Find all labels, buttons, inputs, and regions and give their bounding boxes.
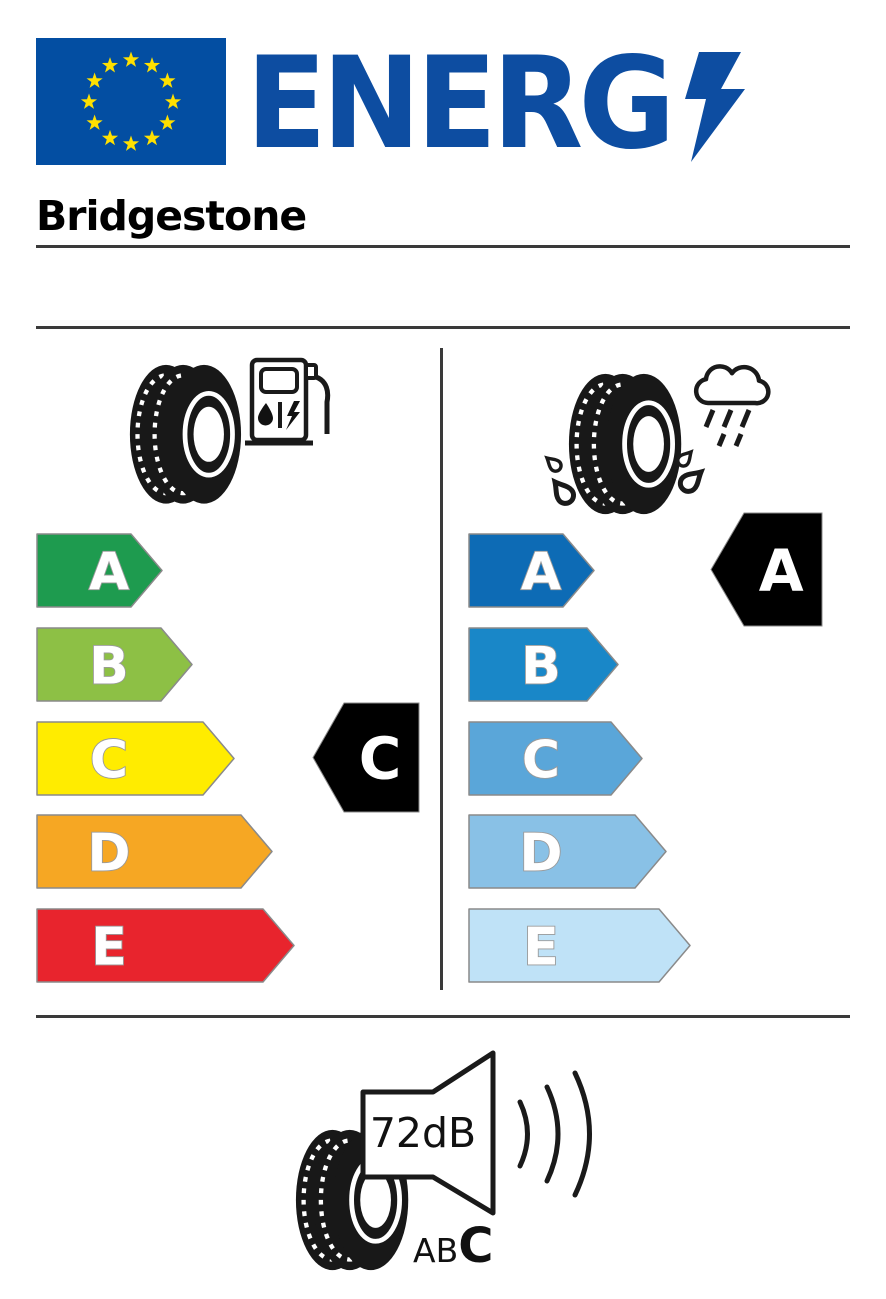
- energy-logo-text: ENERG: [246, 29, 671, 177]
- rating-row-C: [36, 721, 296, 796]
- sound-waves-icon: [520, 1073, 590, 1195]
- rating-row-A: [36, 533, 296, 608]
- separator-line-middle: [36, 326, 850, 329]
- separator-line-bottom: [36, 1015, 850, 1018]
- separator-line-top: [36, 245, 850, 248]
- rating-row-E: [468, 908, 692, 983]
- svg-text:A: A: [758, 536, 804, 605]
- svg-text:E: E: [523, 917, 559, 978]
- svg-text:C: C: [521, 730, 561, 790]
- noise-section: [280, 1045, 640, 1280]
- rating-row-E: [36, 908, 296, 983]
- rating-row-D: [468, 814, 692, 889]
- svg-text:B: B: [89, 636, 129, 697]
- noise-class-value: C: [458, 1218, 494, 1274]
- rating-row-C: [468, 721, 692, 796]
- fuel-efficiency-icon: [120, 345, 335, 515]
- fuel-pump-icon: [245, 360, 328, 443]
- wet-grip-icon: [535, 340, 785, 518]
- noise-scale-letters: AB: [413, 1231, 459, 1270]
- rating-row-B: [36, 627, 296, 702]
- lightning-bolt-icon: [685, 52, 747, 162]
- fuel-efficiency-rating-indicator: [312, 702, 420, 813]
- wet-grip-scale: [468, 533, 692, 983]
- noise-class-text: [413, 1218, 493, 1274]
- svg-text:C: C: [89, 730, 129, 790]
- wet-grip-rating-indicator: [710, 512, 823, 627]
- rating-row-D: [36, 814, 296, 889]
- svg-text:D: D: [87, 823, 131, 884]
- noise-value: 72dB: [369, 1109, 477, 1157]
- energy-logo: [246, 29, 747, 177]
- column-divider: [440, 348, 443, 990]
- svg-text:C: C: [358, 724, 402, 793]
- eu-flag-icon: [36, 38, 226, 165]
- brand-name: Bridgestone: [36, 192, 307, 240]
- rain-cloud-icon: [696, 366, 768, 446]
- fuel-efficiency-scale: [36, 533, 296, 983]
- svg-text:A: A: [520, 542, 562, 603]
- svg-text:E: E: [91, 917, 127, 978]
- rating-row-A: [468, 533, 692, 608]
- rating-row-B: [468, 627, 692, 702]
- svg-text:B: B: [521, 636, 561, 697]
- svg-text:A: A: [88, 542, 130, 603]
- svg-text:D: D: [519, 823, 563, 884]
